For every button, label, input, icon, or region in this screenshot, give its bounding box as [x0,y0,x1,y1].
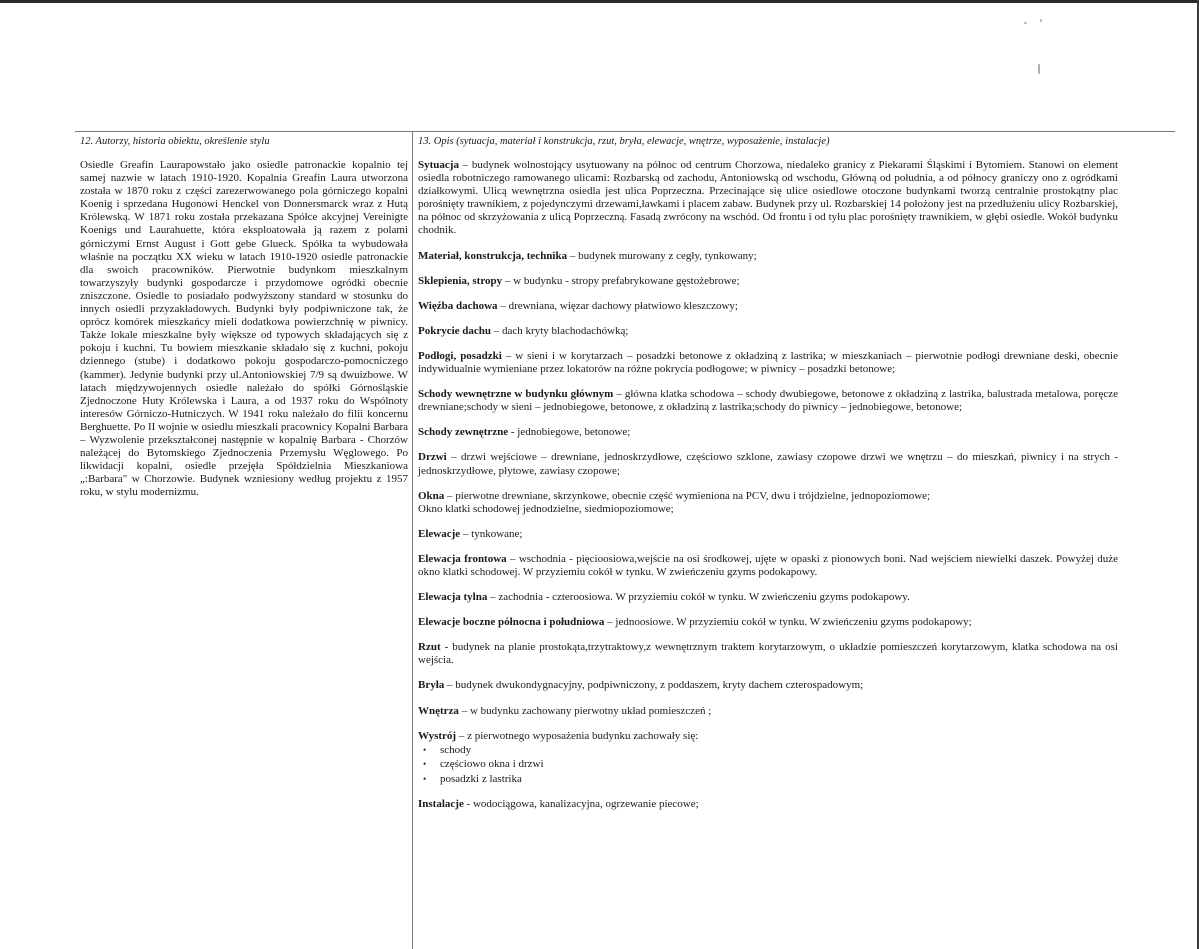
section-text: – jednoosiowe. W przyziemiu cokół w tynku. W zwieńczeniu gzyms podokapowy; [604,616,972,629]
section-label: Elewacja frontowa [418,552,507,565]
section-label: Materiał, konstrukcja, technika [418,249,568,262]
section-text: – drzwi wejściowe – drewniane, jednoskrzydłowe, częściowo szklone, zawiasy czopowe drzwi we wnętrzu – do mieszkań, piwnicy i na strych - jednoskrzydłowe, płytowe, zawiasy czopowe; [418,451,1118,477]
section-label: Wnętrza [418,704,459,717]
section-text: - budynek na planie prostokąta,trzytraktowy,z wewnętrznym traktem korytarzowym, o układzie pomieszczeń korytarzowym, klatka schodowa na osi wejścia. [418,641,1118,667]
section-label: Wystrój [418,729,457,742]
bullet-icon: • [423,759,427,770]
section-label: Więźba dachowa [418,299,498,312]
section-text: – tynkowane; [460,527,523,540]
wystroj-list [418,743,1118,787]
section-text: - wodociągowa, kanalizacyjna, ogrzewanie piecowe; [463,798,699,811]
section-material [418,250,1118,263]
section-text: – drewniana, więzar dachowy płatwiowo kleszczowy; [497,299,738,312]
history-header: 12. Autorzy, historia obiektu, określenie stylu [80,136,270,147]
section-label: Elewacje [418,527,461,540]
section-schody-zewnetrzne [418,426,1118,439]
section-bryla [418,679,1118,692]
section-text: – w budynku zachowany pierwotny układ pomieszczeń ; [458,704,712,717]
section-wiezba [418,300,1118,313]
section-text: – pierwotne drewniane, skrzynkowe, obecnie część wymieniona na PCV, dwu i trójdzielne, jednopoziomowe; [444,489,931,502]
section-elewacja-frontowa [418,553,1118,579]
section-extra-text: Okno klatki schodowej jednodzielne, siedmiopoziomowe; [418,502,674,515]
section-label: Instalacje [418,798,464,811]
section-sklepienia [418,275,1118,288]
section-text: – budynek dwukondygnacyjny, podpiwniczony, z poddaszem, kryty dachem czterospadowym; [444,679,864,692]
section-text: – budynek murowany z cegły, tynkowany; [567,249,757,262]
list-item-text: częściowo okna i drzwi [440,758,544,771]
section-wystroj [418,730,1118,787]
section-label: Okna [418,489,445,502]
history-text: Osiedle Greafin Laurapowstało jako osiedle patronackie kopalnio tej samej nazwie w latach 1910-1920. Kopalnia Greafin Laura utworzona została w 1870 roku z części zarezerwowanego pola górniczego kopalni Koenig i sprzedana Hugonowi Henckel von Donnersmarck wraz z Hutą Królewską. W 1871 roku została przekazana Spółce akcyjnej Vereinigte Koenigs und Laurahuette, która eksploatowała ją razem z polami górniczymi Ernst August i Gott gebe Glueck. Spółka ta wybudowała właśnie na początku XX wieku w latach 1910-1920 osiedle patronackie dla swoich pracowników. Pierwotnie budynkom mieszkalnym towarzyszyły budynki gospodarcze i przydomowe ogródki obecnie zniszczone. Osiedle to posiadało podwyższony standard w stosunku do innych osiedli przyzakładowych. Budynki były podpiwniczone tak, że oprócz komórek mieszkańcy mieli dodatkowa powierzchnię w piwnicy. Także lokale mieszkalne były większe od typowych składających się z pokoju i kuchni. Tu bowiem mieszkanie składało się z kuchni, pokoju dziennego (stube) i dodatkowo pokoju gospodarczo-pomocniczego (kammer). Jedynie budynki przy ul.Antoniowskiej 7/9 są dwuizbowe. W latach międzywojennych osiedle należało do spółki Górnośląskie Zjednoczone Huty Królewska i Laura, a od 1937 roku do Wspólnoty interesów Górniczo-Hutniczych. W 1941 roku należało do filii koncernu Berghuette. Po II wojnie w osiedlu mieszkali pracownicy Kopalni Barbara – Wyzwolenie przekształconej następnie w kopalnię Barbara - Chorzów należącej do Bytomskiego Zjednoczenia Przemysłu Węglowego. Po likwidacji kopalni, osiedle przejęła Spółdzielnia Mieszkaniowa „:Barbara" w Chorzowie. Budynek wzniesiony według projektu z 1957 roku, w stylu modernizmu. [80,159,408,499]
section-wnetrza [418,705,1118,718]
scan-speck [1038,64,1040,74]
section-label: Drzwi [418,451,447,464]
section-text: – dach kryty blachodachówką; [491,324,629,337]
section-elewacje-boczne [418,616,1118,629]
list-item-text: schody [440,743,472,756]
section-elewacje [418,528,1118,541]
scan-speck [1024,22,1027,24]
bullet-icon: • [423,773,427,784]
description-column [418,135,1118,823]
section-instalacje [418,798,1118,811]
description-header: 13. Opis (sytuacja, materiał i konstrukcja, rzut, bryła, elewacje, wnętrze, wyposażenie, instalacje) [418,136,830,147]
section-sytuacja [418,159,1118,238]
section-label: Elewacja tylna [418,591,488,604]
table-column-divider [412,131,413,949]
section-text: – wschodnia - pięcioosiowa,wejście na osi środkowej, ujęte w opaski z pionowych boni. Nad wejściem niewielki daszek. Powyżej duże okno klatki schodowej. W przyziemiu cokół w tynku. W zwieńczeniu gzyms podokapowy. [418,552,1118,578]
section-elewacja-tylna [418,591,1118,604]
list-item [418,743,1118,758]
section-schody-wewnetrzne [418,388,1118,414]
section-okna [418,490,1118,516]
scan-top-border [0,0,1199,3]
history-column [80,135,408,499]
bullet-icon: • [423,744,427,755]
list-item [418,772,1118,787]
section-text: – w budynku - stropy prefabrykowane gęstożebrowe; [502,274,740,287]
section-label: Podłogi, posadzki [418,349,502,362]
section-label: Pokrycie dachu [418,324,492,337]
section-text: – budynek wolnostojący usytuowany na północ od centrum Chorzowa, niedaleko granicy z Piekarami Śląskimi i Bytomiem. Stanowi on element osiedla robotniczego ramowanego ulicami: Rozbarską od zachodu, Antoniowską od wschodu, Główną od południa, a od północy graniczy ono z ogródkami działkowymi. Ulicą wewnętrzna osiedla jest ulica Poprzeczna. Przecinające się ulice osiedlowe otoczone budynkami tworzą centralnie prostokątny plac porośnięty trawnikiem, z pojedynczymi drzewami,ławkami i placem zabaw. Budynek przy ul. Rozbarskiej 14 położony jest na przedłużeniu ulicy Rozbarskiej, na północ od skrzyżowania z ulicą Poprzeczną. Fasadą zwrócony na wschód. Od frontu i od tyłu plac porośnięty trawnikiem, w głębi osiedle. Wokół budynku chodnik. [418,159,1118,237]
section-podlogi [418,350,1118,376]
section-text: - jednobiegowe, betonowe; [508,426,631,439]
section-rzut [418,641,1118,667]
section-label: Sytuacja [418,159,459,171]
section-label: Bryła [418,679,445,692]
list-item-text: posadzki z lastrika [440,772,522,785]
section-drzwi [418,451,1118,477]
section-label: Sklepienia, stropy [418,274,503,287]
section-pokrycie [418,325,1118,338]
list-item [418,757,1118,772]
section-text: – główna klatka schodowa – schody dwubiegowe, betonowe z okładziną z lastrika, balustrada metalowa, poręcze drewniane;schody w sieni – jednobiegowe, betonowe, z okładziną z lastrika;schody do piwnicy – jednobiegowe, betonowe; [418,388,1118,414]
section-text: – zachodnia - czteroosiowa. W przyziemiu cokół w tynku. W zwieńczeniu gzyms podokapowy. [487,591,910,604]
scan-speck [1040,19,1042,22]
section-label: Rzut [418,641,441,654]
section-text: – z pierwotnego wyposażenia budynku zachowały się: [456,729,699,742]
section-label: Schody zewnętrzne [418,426,509,439]
section-label: Elewacje boczne północna i południowa [418,616,605,629]
section-text: – w sieni i w korytarzach – posadzki betonowe z okładziną z lastrika; w mieszkaniach – pierwotnie podłogi drewniane deski, obecnie indywidualnie wymieniane przez lokatorów na różne pokrycia podłogowe; w piwnicy – posadzki betonowe; [418,349,1118,376]
section-label: Schody wewnętrzne w budynku głównym [418,388,614,401]
table-horizontal-rule [75,131,1175,132]
